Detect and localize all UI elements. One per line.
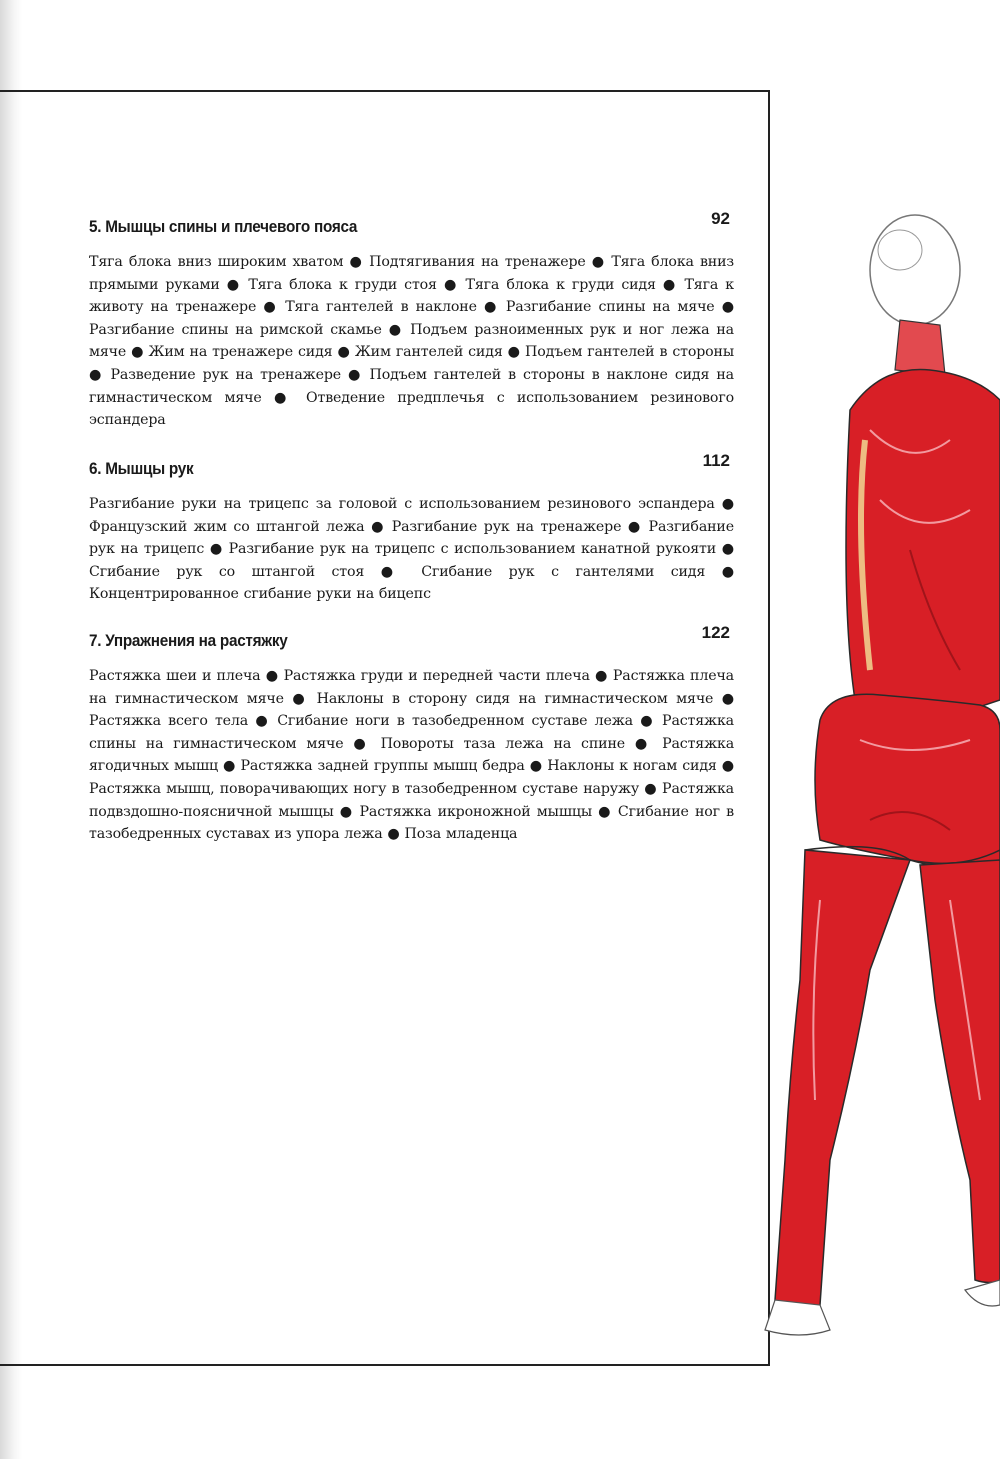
section-title: 6. Мышцы рук xyxy=(89,459,194,478)
toc-section-6 xyxy=(89,451,734,606)
section-description: Тяга блока вниз широким хватом ● Подтягивания на тренажере ● Тяга блока вниз прямыми руками ● Тяга блока к груди стоя ● Тяга блока к груди сидя ● Тяга к животу на тренажере ● Тяга гантелей в наклоне ● Разгибание спины на мяче ● Разгибание спины на римской скамье ● Подъем разноименных рук и ног лежа на мяче ● Жим на тренажере сидя ● Жим гантелей сидя ● Подъем гантелей в стороны ● Разведение рук на тренажере ● Подъем гантелей в стороны в наклоне сидя на гимнастическом мяче ● Отведение предплечья с использованием резинового эспандера xyxy=(89,254,734,429)
section-title: 7. Упражнения на растяжку xyxy=(89,631,288,650)
section-page-number: 122 xyxy=(701,623,730,642)
section-page-number: 112 xyxy=(702,451,730,470)
section-title: 5. Мышцы спины и плечевого пояса xyxy=(89,217,358,236)
section-description: Разгибание руки на трицепс за головой с использованием резинового эспандера ● Французский жим со штангой лежа ● Разгибание рук на тренажере ● Разгибание рук на трицепс ● Разгибание рук на трицепс с использованием канатной рукояти ● Сгибание рук со штангой стоя ● Сгибание рук с гантелями сидя ● Концентрированное сгибание руки на бицепс xyxy=(89,496,734,603)
page-gutter-shade xyxy=(0,0,22,1459)
anatomy-muscle-figure-icon xyxy=(760,200,1000,1350)
section-header xyxy=(89,451,734,487)
section-header xyxy=(89,623,734,659)
section-description: Растяжка шеи и плеча ● Растяжка груди и передней части плеча ● Растяжка плеча на гимнастическом мяче ● Наклоны в сторону сидя на гимнастическом мяче ● Растяжка всего тела ● Сгибание ноги в тазобедренном суставе лежа ● Растяжка спины на гимнастическом мяче ● Повороты таза лежа на спине ● Растяжка ягодичных мышц ● Растяжка задней группы мышц бедра ● Наклоны к ногам сидя ● Растяжка мышц, поворачивающих ногу в тазобедренном суставе наружу ● Растяжка подвздошно-поясничной мышцы ● Растяжка икроножной мышцы ● Сгибание ног в тазобедренных суставах из упора лежа ● Поза младенца xyxy=(89,668,734,843)
toc-section-5 xyxy=(89,209,734,432)
frame-bottom-border xyxy=(0,1364,770,1366)
section-page-number: 92 xyxy=(711,209,730,228)
toc-section-7 xyxy=(89,623,734,846)
section-header xyxy=(89,209,734,245)
frame-top-border xyxy=(0,90,770,92)
